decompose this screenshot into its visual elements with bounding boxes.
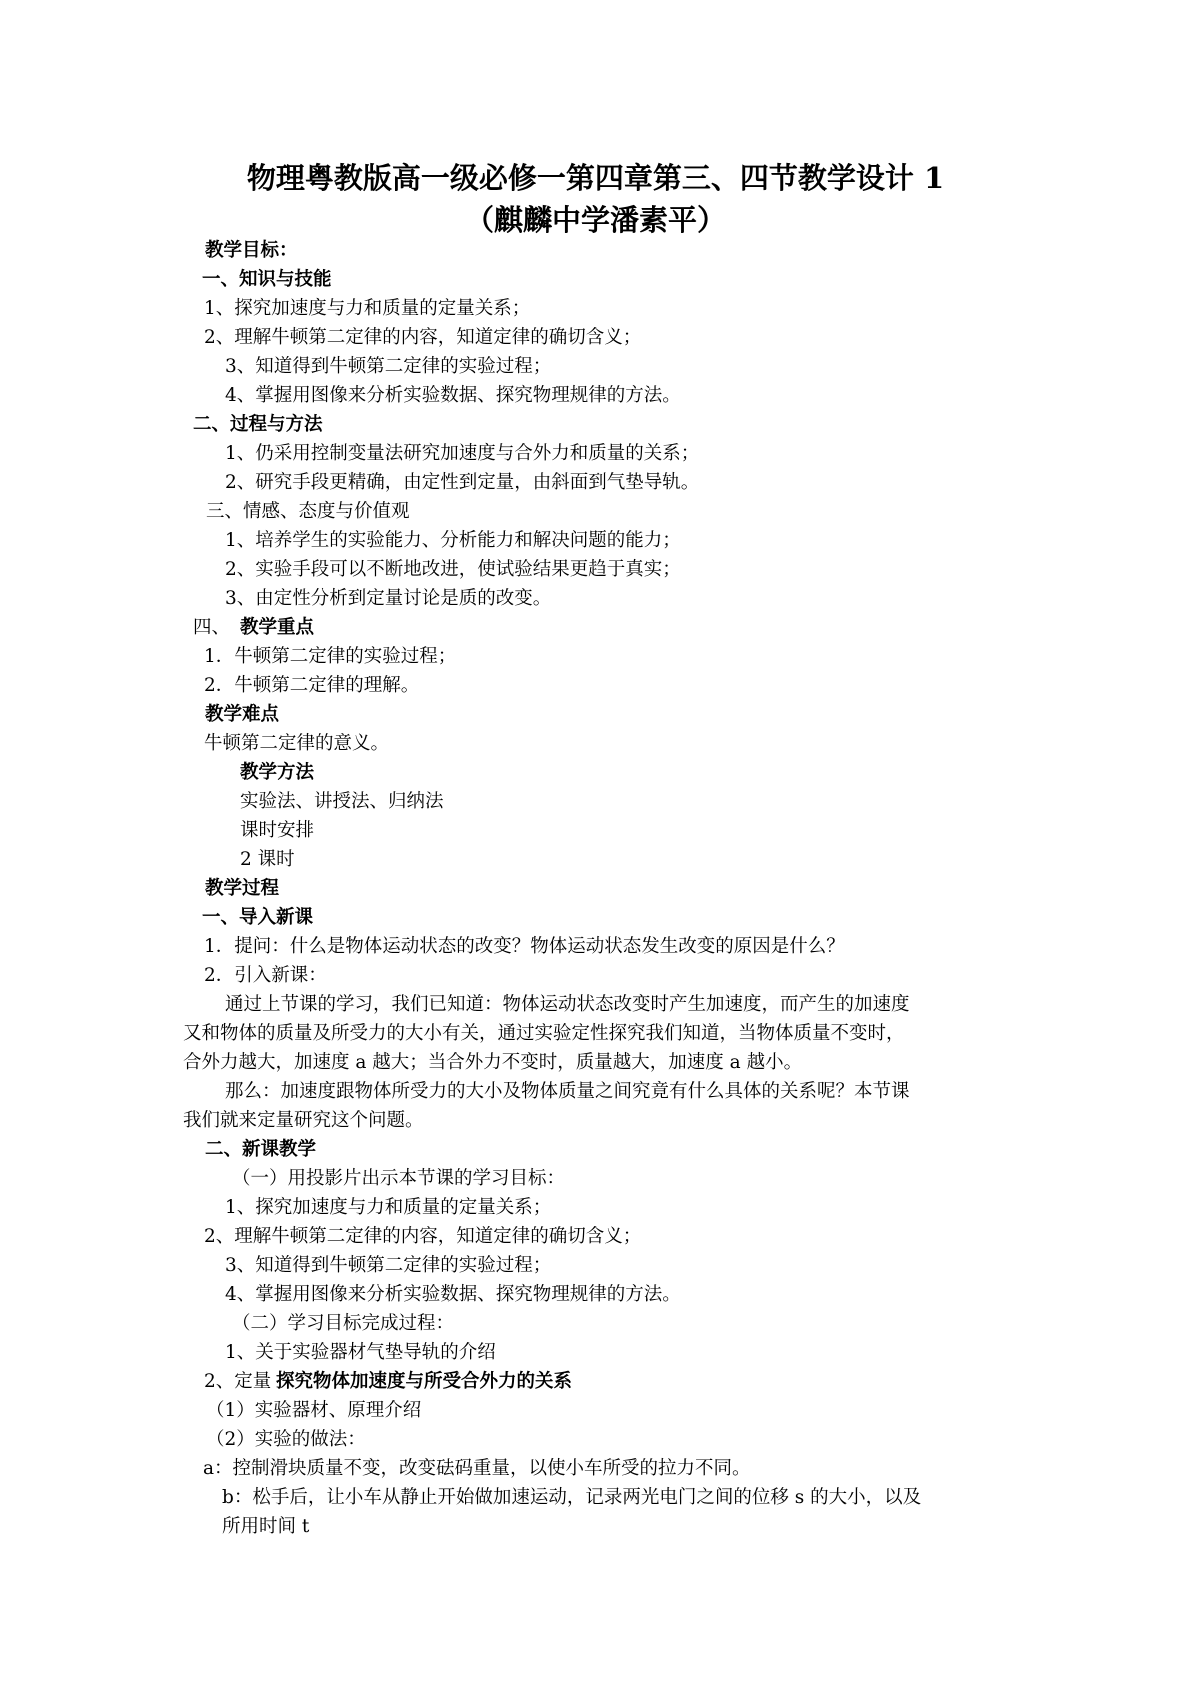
heading-knowledge-skills: 一、知识与技能: [202, 269, 332, 290]
text-line: 所用时间 t: [222, 1516, 310, 1537]
text-line: 2．引入新课：: [204, 965, 327, 986]
heading-teaching-process: 教学过程: [205, 878, 280, 899]
heading-emotion-values: 三、情感、态度与价值观: [206, 501, 410, 522]
text-line: 2、定量: [204, 1371, 272, 1392]
text-line: 3、知道得到牛顿第二定律的实验过程；: [225, 356, 552, 377]
text-line: 1、培养学生的实验能力、分析能力和解决问题的能力；: [225, 530, 681, 551]
text-line: 1、探究加速度与力和质量的定量关系；: [204, 298, 531, 319]
heading-schedule: 课时安排: [240, 820, 315, 841]
text-line: （一）用投影片出示本节课的学习目标：: [232, 1168, 566, 1189]
paragraph-line: 通过上节课的学习，我们已知道：物体运动状态改变时产生加速度，而产生的加速度: [225, 994, 910, 1015]
paragraph-line: 合外力越大，加速度 a 越大；当合外力不变时，质量越大，加速度 a 越小。: [183, 1052, 803, 1073]
text-line: 2．牛顿第二定律的理解。: [204, 675, 420, 696]
text-line: 4、掌握用图像来分析实验数据、探究物理规律的方法。: [225, 1284, 681, 1305]
text-line: 4、掌握用图像来分析实验数据、探究物理规律的方法。: [225, 385, 681, 406]
paragraph-line: 又和物体的质量及所受力的大小有关，通过实验定性探究我们知道，当物体质量不变时，: [183, 1023, 905, 1044]
text-line: 1．提问：什么是物体运动状态的改变？物体运动状态发生改变的原因是什么？: [204, 936, 845, 957]
text-line: 1、仍采用控制变量法研究加速度与合外力和质量的关系；: [225, 443, 700, 464]
text-line: 3、知道得到牛顿第二定律的实验过程；: [225, 1255, 552, 1276]
document-title: 物理粤教版高一级必修一第四章第三、四节教学设计 1: [246, 161, 945, 195]
heading-intro: 一、导入新课: [202, 907, 314, 928]
heading-difficulty: 教学难点: [205, 704, 280, 725]
heading-process-methods: 二、过程与方法: [193, 414, 323, 435]
document-author: （麒麟中学潘素平）: [464, 203, 726, 237]
heading-teaching-methods: 教学方法: [240, 762, 315, 783]
text-line: （1）实验器材、原理介绍: [206, 1400, 422, 1421]
text-line: 2、理解牛顿第二定律的内容，知道定律的确切含义；: [204, 1226, 642, 1247]
paragraph-line: 我们就来定量研究这个问题。: [183, 1110, 424, 1131]
text-line: 2、理解牛顿第二定律的内容，知道定律的确切含义；: [204, 327, 642, 348]
text-line: 牛顿第二定律的意义。: [204, 733, 390, 754]
text-bold-inline: 探究物体加速度与所受合外力的关系: [276, 1371, 573, 1392]
heading-new-lesson: 二、新课教学: [205, 1139, 317, 1160]
text-line: 1、关于实验器材气垫导轨的介绍: [225, 1342, 496, 1363]
text-line: a：控制滑块质量不变，改变砝码重量，以使小车所受的拉力不同。: [203, 1458, 751, 1479]
paragraph-line: 那么：加速度跟物体所受力的大小及物体质量之间究竟有什么具体的关系呢？本节课: [225, 1081, 910, 1102]
text-line: 2、实验手段可以不断地改进，使试验结果更趋于真实；: [225, 559, 681, 580]
text-line: 1、探究加速度与力和质量的定量关系；: [225, 1197, 552, 1218]
section-number-four: 四、: [193, 617, 231, 638]
heading-teaching-goals: 教学目标：: [205, 240, 298, 261]
text-line: （二）学习目标完成过程：: [232, 1313, 455, 1334]
text-line: 1．牛顿第二定律的实验过程；: [204, 646, 457, 667]
heading-key-points: 教学重点: [240, 617, 315, 638]
text-line: 实验法、讲授法、归纳法: [240, 791, 444, 812]
text-line: b：松手后，让小车从静止开始做加速运动，记录两光电门之间的位移 s 的大小，以及: [222, 1487, 922, 1508]
text-line: 3、由定性分析到定量讨论是质的改变。: [225, 588, 552, 609]
text-line: 2 课时: [240, 849, 295, 870]
text-line: （2）实验的做法：: [206, 1429, 366, 1450]
text-line: 2、研究手段更精确，由定性到定量，由斜面到气垫导轨。: [225, 472, 700, 493]
